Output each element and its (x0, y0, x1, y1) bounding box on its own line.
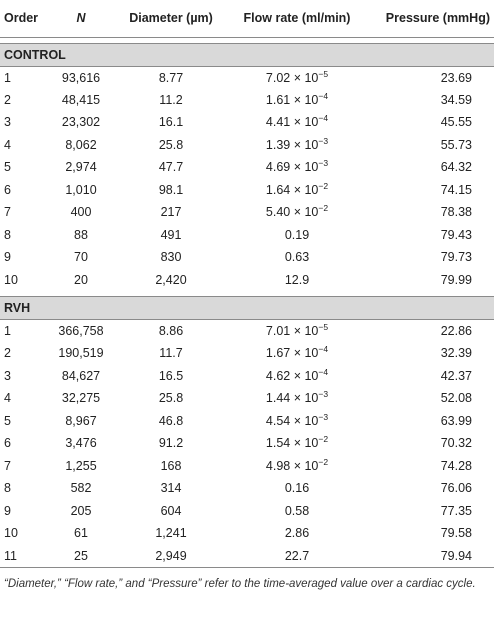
cell-n: 366,758 (58, 324, 104, 338)
flow-exponent: −2 (318, 180, 329, 191)
cell-n: 1,255 (65, 458, 97, 473)
flow-mantissa: 5.40 × 10 (265, 205, 319, 220)
cell-diameter: 16.1 (158, 115, 184, 130)
cell-order: 6 (4, 182, 11, 197)
flow-mantissa: 0.19 (284, 227, 310, 242)
table-row (0, 387, 494, 410)
cell-n: 61 (74, 526, 88, 541)
table-row (0, 410, 494, 433)
flow-exponent: −3 (318, 389, 329, 400)
cell-flow-rate (228, 156, 366, 179)
cell-flow-rate (228, 455, 366, 478)
cell-diameter: 168 (160, 458, 182, 473)
cell-diameter: 314 (160, 481, 182, 496)
cell-pressure: 22.86 (440, 324, 472, 338)
flow-mantissa: 4.69 × 10 (265, 160, 319, 175)
cell-order: 10 (4, 526, 18, 541)
cell-pressure: 74.28 (440, 458, 472, 473)
flow-exponent: −4 (318, 366, 329, 377)
cell-order: 10 (4, 272, 18, 287)
table-row (0, 342, 494, 365)
table-row (0, 477, 494, 500)
table-row (0, 522, 494, 545)
cell-order: 1 (4, 324, 11, 338)
cell-pressure: 74.15 (440, 182, 472, 197)
flow-exponent: −3 (318, 411, 329, 422)
cell-diameter: 604 (160, 503, 182, 518)
table-row (0, 66, 494, 89)
cell-order: 3 (4, 115, 11, 130)
cell-n: 8,967 (65, 413, 97, 428)
section-header-control (0, 43, 494, 66)
flow-mantissa: 1.44 × 10 (265, 391, 319, 406)
cell-pressure: 55.73 (440, 137, 472, 152)
cell-order: 2 (4, 346, 11, 361)
cell-diameter: 11.7 (159, 346, 183, 361)
cell-diameter: 25.8 (158, 391, 184, 406)
cell-order: 4 (4, 137, 11, 152)
flow-mantissa: 1.67 × 10 (265, 346, 319, 361)
flow-mantissa: 1.39 × 10 (265, 137, 319, 152)
cell-order: 9 (4, 250, 11, 265)
flow-mantissa: 12.9 (284, 272, 310, 287)
table-row (0, 111, 494, 134)
cell-n: 3,476 (65, 436, 97, 451)
table-row (0, 269, 494, 292)
flow-mantissa: 4.62 × 10 (265, 368, 319, 383)
cell-diameter: 91.2 (158, 436, 184, 451)
flow-mantissa: 0.63 (284, 250, 310, 265)
cell-order: 4 (4, 391, 11, 406)
flow-exponent: −4 (318, 344, 329, 355)
header-order: Order (0, 0, 48, 37)
cell-flow-rate (228, 522, 366, 545)
flow-mantissa: 4.98 × 10 (265, 458, 319, 473)
cell-n: 88 (74, 227, 88, 242)
header-diameter: Diameter (µm) (114, 0, 228, 37)
cell-flow-rate (228, 500, 366, 523)
flow-mantissa: 1.61 × 10 (265, 92, 319, 107)
cell-order: 5 (4, 160, 11, 175)
cell-n: 32,275 (61, 391, 101, 406)
table-row (0, 156, 494, 179)
cell-pressure: 79.99 (440, 272, 472, 287)
cell-pressure: 45.55 (440, 115, 472, 130)
cell-pressure: 77.35 (440, 503, 472, 518)
cell-diameter: 25.8 (158, 137, 184, 152)
flow-exponent: −5 (318, 321, 329, 332)
table-row (0, 365, 494, 388)
flow-mantissa: 7.02 × 10 (265, 70, 319, 85)
cell-flow-rate (228, 410, 366, 433)
table-row (0, 224, 494, 247)
flow-mantissa: 4.54 × 10 (265, 413, 319, 428)
cell-order: 8 (4, 481, 11, 496)
cell-order: 6 (4, 436, 11, 451)
cell-flow-rate (228, 387, 366, 410)
table-row (0, 246, 494, 269)
flow-mantissa: 1.54 × 10 (265, 436, 319, 451)
cell-diameter: 2,420 (155, 272, 187, 287)
cell-flow-rate (228, 201, 366, 224)
flow-mantissa: 7.01 × 10 (265, 324, 319, 338)
cell-order: 8 (4, 227, 11, 242)
header-n: N (48, 0, 114, 37)
cell-pressure: 64.32 (440, 160, 472, 175)
cell-order: 7 (4, 458, 11, 473)
cell-flow-rate (228, 365, 366, 388)
header-pressure: Pressure (mmHg) (366, 0, 494, 37)
flow-mantissa: 1.64 × 10 (265, 182, 319, 197)
cell-n: 190,519 (58, 346, 104, 361)
cell-n: 205 (70, 503, 92, 518)
cell-order: 9 (4, 503, 11, 518)
cell-flow-rate (228, 179, 366, 202)
cell-diameter: 11.2 (159, 92, 183, 107)
cell-flow-rate (228, 432, 366, 455)
cell-n: 93,616 (61, 70, 101, 85)
cell-pressure: 34.59 (440, 92, 472, 107)
cell-n: 20 (74, 272, 88, 287)
cell-n: 400 (70, 205, 92, 220)
cell-n: 70 (74, 250, 88, 265)
table-row (0, 201, 494, 224)
cell-pressure: 79.58 (440, 526, 472, 541)
flow-exponent: −2 (318, 434, 329, 445)
cell-diameter: 47.7 (158, 160, 184, 175)
cell-order: 1 (4, 70, 11, 85)
section-header-rvh (0, 297, 494, 320)
cell-n: 25 (48, 545, 114, 568)
cell-pressure: 32.39 (440, 346, 472, 361)
table-row (0, 432, 494, 455)
cell-diameter: 8.77 (158, 70, 184, 85)
table-body (0, 37, 494, 567)
table-row (0, 545, 494, 568)
cell-n: 84,627 (61, 368, 101, 383)
cell-diameter: 16.5 (158, 368, 184, 383)
table-row (0, 89, 494, 112)
cell-pressure: 70.32 (440, 436, 472, 451)
table-row (0, 179, 494, 202)
flow-mantissa: 2.86 (284, 526, 310, 541)
flow-mantissa: 0.58 (284, 503, 310, 518)
cell-pressure: 52.08 (440, 391, 472, 406)
cell-order: 2 (4, 92, 11, 107)
cell-flow-rate (228, 477, 366, 500)
cell-pressure: 79.94 (366, 545, 494, 568)
cell-flow-rate (228, 111, 366, 134)
table-row (0, 455, 494, 478)
cell-diameter: 217 (160, 205, 182, 220)
cell-order: 7 (4, 205, 11, 220)
cell-n: 8,062 (65, 137, 97, 152)
flow-exponent: −2 (318, 203, 329, 214)
cell-diameter: 1,241 (155, 526, 187, 541)
cell-diameter: 46.8 (158, 413, 184, 428)
cell-diameter: 2,949 (114, 545, 228, 568)
flow-mantissa: 4.41 × 10 (265, 115, 319, 130)
cell-pressure: 76.06 (440, 481, 472, 496)
cell-flow-rate (228, 134, 366, 157)
cell-pressure: 63.99 (440, 413, 472, 428)
cell-n: 23,302 (61, 115, 101, 130)
cell-flow-rate (228, 320, 366, 343)
header-flow-rate: Flow rate (ml/min) (228, 0, 366, 37)
flow-mantissa: 0.16 (284, 481, 310, 496)
cell-diameter: 491 (160, 227, 182, 242)
cell-diameter: 98.1 (158, 182, 184, 197)
cell-n: 48,415 (61, 92, 101, 107)
cell-flow-rate (228, 342, 366, 365)
cell-order: 3 (4, 368, 11, 383)
table-row (0, 500, 494, 523)
flow-exponent: −3 (318, 135, 329, 146)
cell-pressure: 78.38 (440, 205, 472, 220)
header-row (0, 0, 494, 37)
cell-order: 5 (4, 413, 11, 428)
cell-pressure: 42.37 (440, 368, 472, 383)
cell-flow-rate (228, 269, 366, 292)
flow-exponent: −3 (318, 158, 329, 169)
cell-flow-rate (228, 66, 366, 89)
section-label: CONTROL (0, 43, 494, 66)
cell-flow-rate (228, 545, 366, 568)
cell-pressure: 79.43 (440, 227, 472, 242)
cell-diameter: 8.86 (158, 324, 184, 338)
cell-pressure: 23.69 (440, 70, 472, 85)
table-row (0, 134, 494, 157)
footnote: “Diameter,” “Flow rate,” and “Pressure” refer to the time-averaged value over a cardiac cycle. (4, 577, 476, 590)
flow-mantissa: 22.7 (284, 548, 310, 563)
flow-exponent: −4 (318, 90, 329, 101)
flow-exponent: −4 (318, 113, 329, 124)
cell-flow-rate (228, 224, 366, 247)
cell-n: 1,010 (65, 182, 97, 197)
section-label: RVH (0, 297, 494, 320)
cell-n: 2,974 (65, 160, 97, 175)
cell-flow-rate (228, 246, 366, 269)
cell-diameter: 830 (160, 250, 182, 265)
cell-flow-rate (228, 89, 366, 112)
cell-n: 582 (70, 481, 92, 496)
flow-exponent: −5 (318, 68, 329, 79)
flow-exponent: −2 (318, 456, 329, 467)
cell-order: 11 (0, 545, 48, 568)
cell-pressure: 79.73 (440, 250, 472, 265)
table-row (0, 320, 494, 343)
